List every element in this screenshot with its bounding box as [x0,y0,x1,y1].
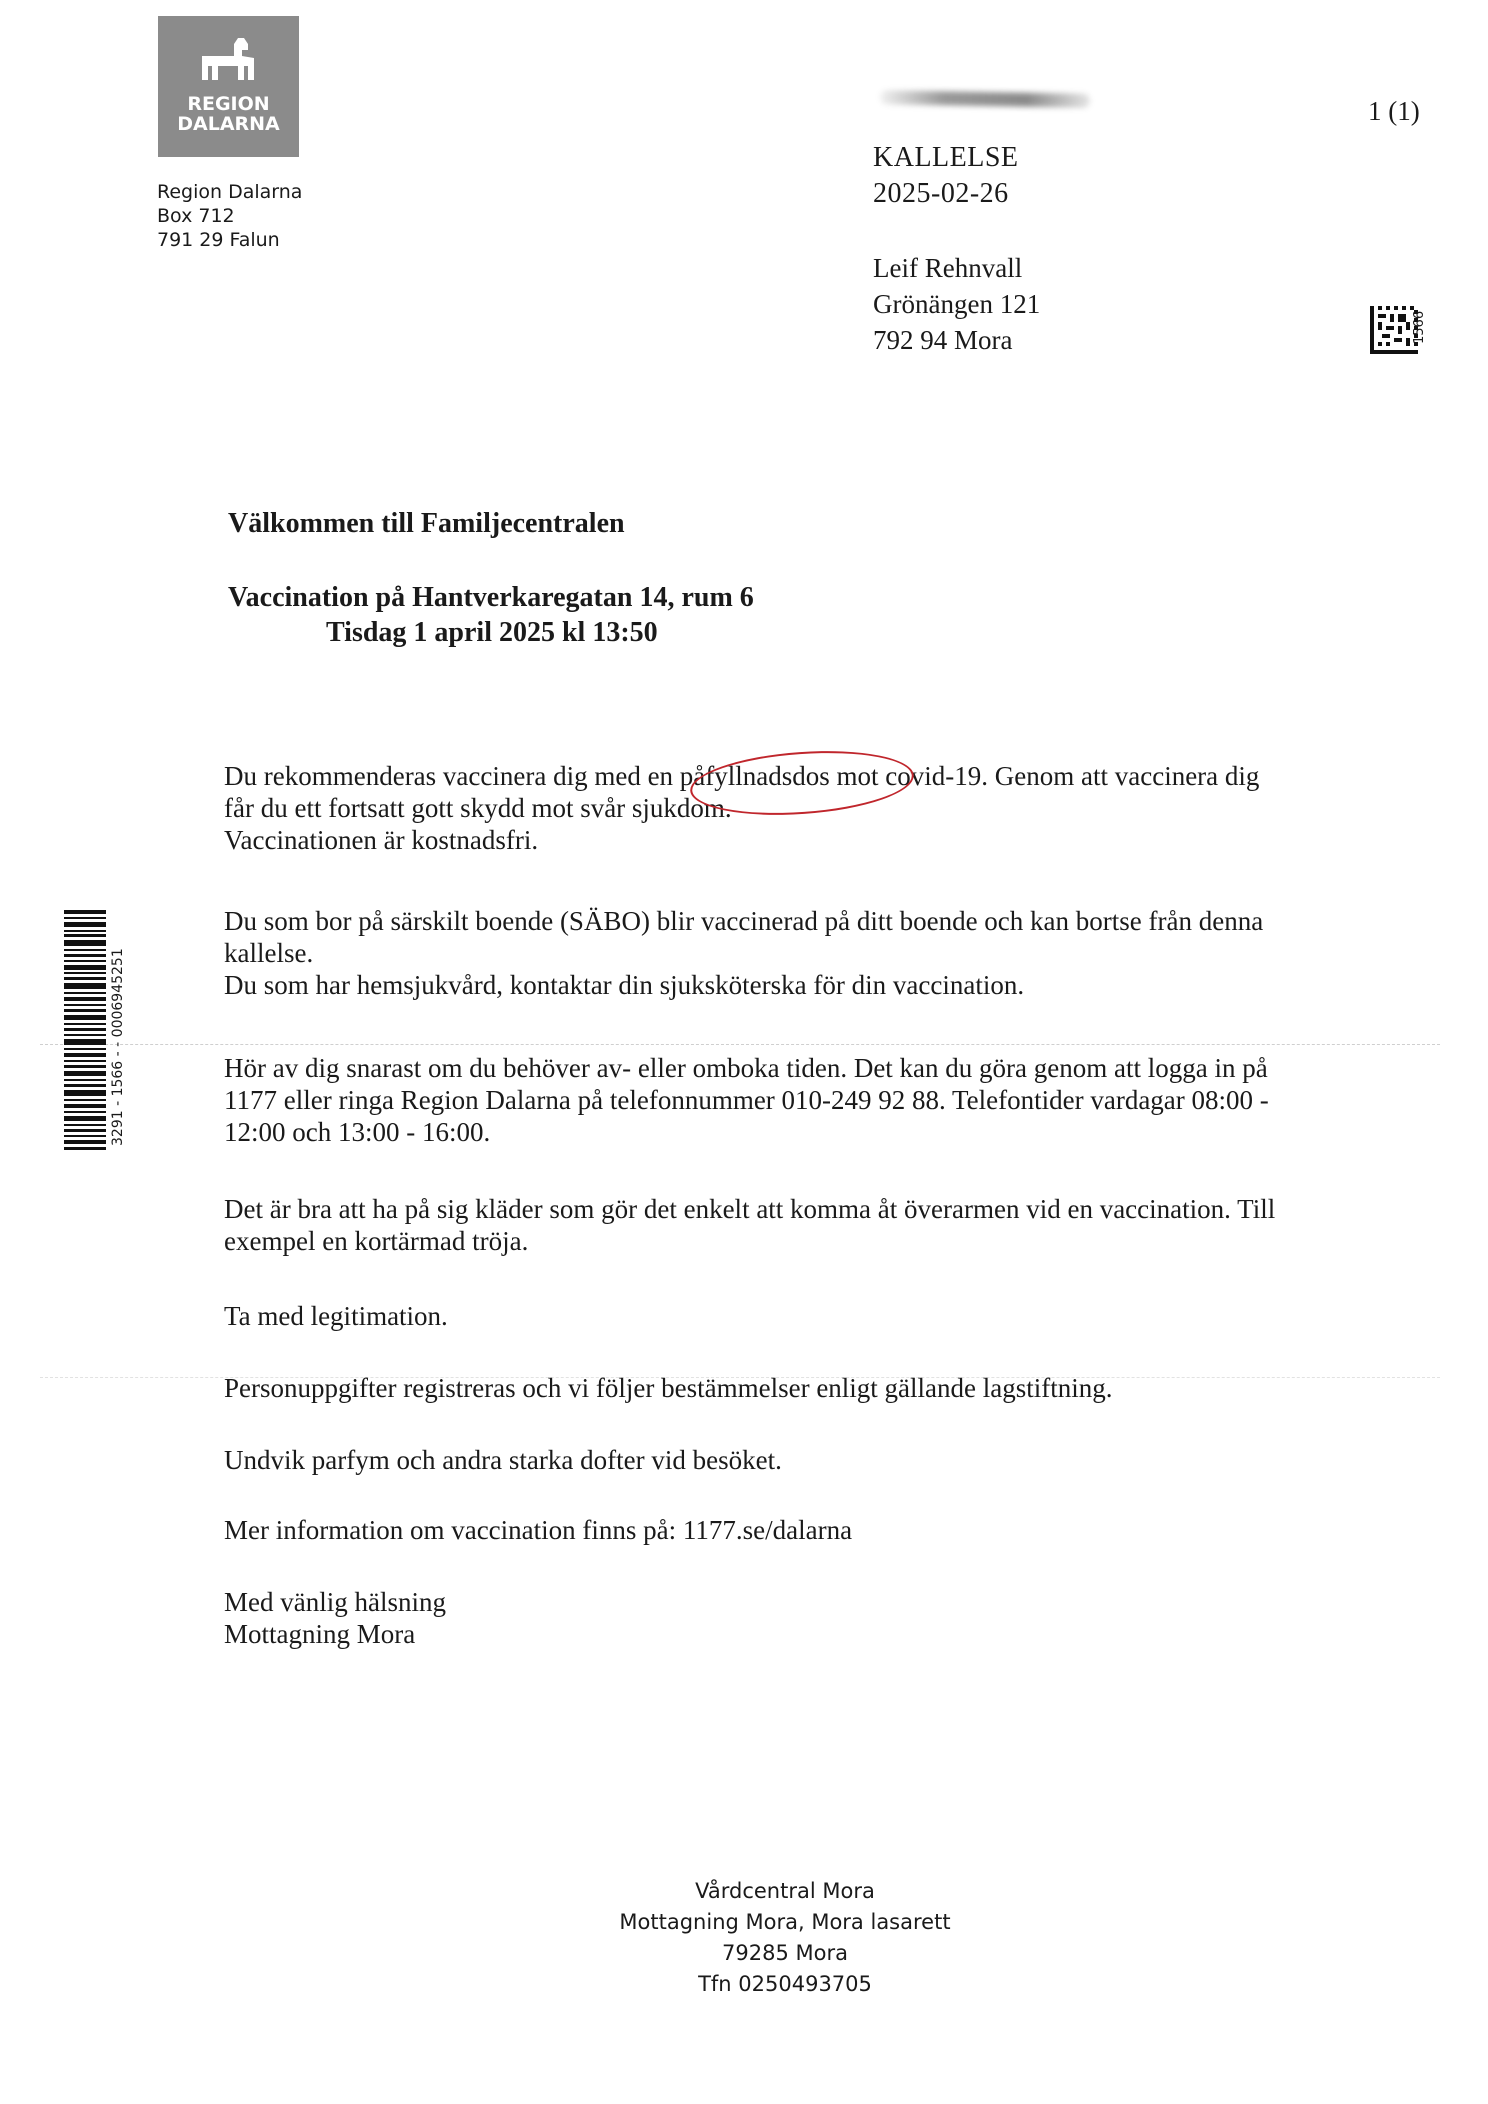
paragraph-line: 1177 eller ringa Region Dalarna på telefonnummer 010-249 92 88. Telefontider vardagar 08:00 - [224,1085,1269,1115]
paragraph-line: Undvik parfym och andra starka dofter vid besöket. [224,1445,782,1475]
recipient-postal: 792 94 Mora [873,325,1013,355]
footer-address [560,1876,1010,2000]
paragraph-line: Ta med legitimation. [224,1301,448,1331]
paragraph-line: 12:00 och 13:00 - 16:00. [224,1117,491,1147]
footer-department: Mottagning Mora, Mora lasarett [619,1910,951,1934]
recipient-address [873,250,1040,358]
paragraph-line: får du ett fortsatt gott skydd mot svår sjukdom. [224,793,732,823]
recipient-name: Leif Rehnvall [873,253,1023,283]
barcode-number: 3291 - 1566 - - 0006945251 [110,948,126,1146]
paragraph-sabo [224,905,1394,1001]
appointment-time: Tisdag 1 april 2025 kl 13:50 [326,617,658,648]
footer-phone: Tfn 0250493705 [698,1972,872,1996]
footer-postal: 79285 Mora [722,1941,848,1965]
paragraph-line: Du som har hemsjukvård, kontaktar din sjuksköterska för din vaccination. [224,970,1025,1000]
paragraph-line: Mer information om vaccination finns på: 1177.se/dalarna [224,1515,853,1545]
paragraph-line: Personuppgifter registreras och vi följer bestämmelser enligt gällande lagstiftning. [224,1373,1113,1403]
sender-name: Region Dalarna [157,181,303,203]
paragraph-clothing [224,1193,1394,1257]
paragraph-personal-data [224,1372,1394,1404]
sender-box: Box 712 [157,205,235,227]
page-number: 1 (1) [1368,96,1420,126]
document-type: KALLELSE [873,142,1019,173]
document-date: 2025-02-26 [873,178,1009,209]
paragraph-line: Det är bra att ha på sig kläder som gör det enkelt att komma åt överarmen vid en vaccination. Till [224,1194,1276,1224]
paragraph-identification [224,1300,1394,1332]
letter-heading: Välkommen till Familjecentralen [228,508,625,539]
logo-line-1: REGION [187,93,270,115]
fold-line [40,1044,1440,1045]
datamatrix-number: 1566 [1412,310,1427,344]
paragraph-line: kallelse. [224,938,314,968]
closing-sender: Mottagning Mora [224,1619,416,1649]
paragraph-line: Du som bor på särskilt boende (SÄBO) blir vaccinerad på ditt boende och kan bortse från denna [224,906,1264,936]
closing-signature [224,1586,1394,1650]
paragraph-line: Hör av dig snarast om du behöver av- eller omboka tiden. Det kan du göra genom att logga in på [224,1053,1268,1083]
region-dalarna-logo [158,16,299,157]
dala-horse-icon [198,36,260,92]
closing-greeting: Med vänlig hälsning [224,1587,446,1617]
datamatrix-code-icon [1370,306,1418,354]
logo-line-2: DALARNA [177,113,280,135]
sender-postal: 791 29 Falun [157,229,280,251]
footer-clinic: Vårdcentral Mora [695,1879,875,1903]
paragraph-rebooking [224,1052,1394,1148]
barcode-icon [64,910,106,1150]
recipient-street: Grönängen 121 [873,289,1041,319]
redacted-text [880,90,1090,108]
paragraph-line: exempel en kortärmad tröja. [224,1226,529,1256]
paragraph-more-info [224,1514,1394,1546]
appointment-location: Vaccination på Hantverkaregatan 14, rum 6 [228,582,754,613]
document-header [873,140,1019,212]
sender-address [157,180,302,252]
paragraph-line: Du rekommenderas vaccinera dig med en påfyllnadsdos mot covid-19. Genom att vaccinera dig [224,761,1260,791]
paragraph-perfume [224,1444,1394,1476]
paragraph-line: Vaccinationen är kostnadsfri. [224,825,539,855]
